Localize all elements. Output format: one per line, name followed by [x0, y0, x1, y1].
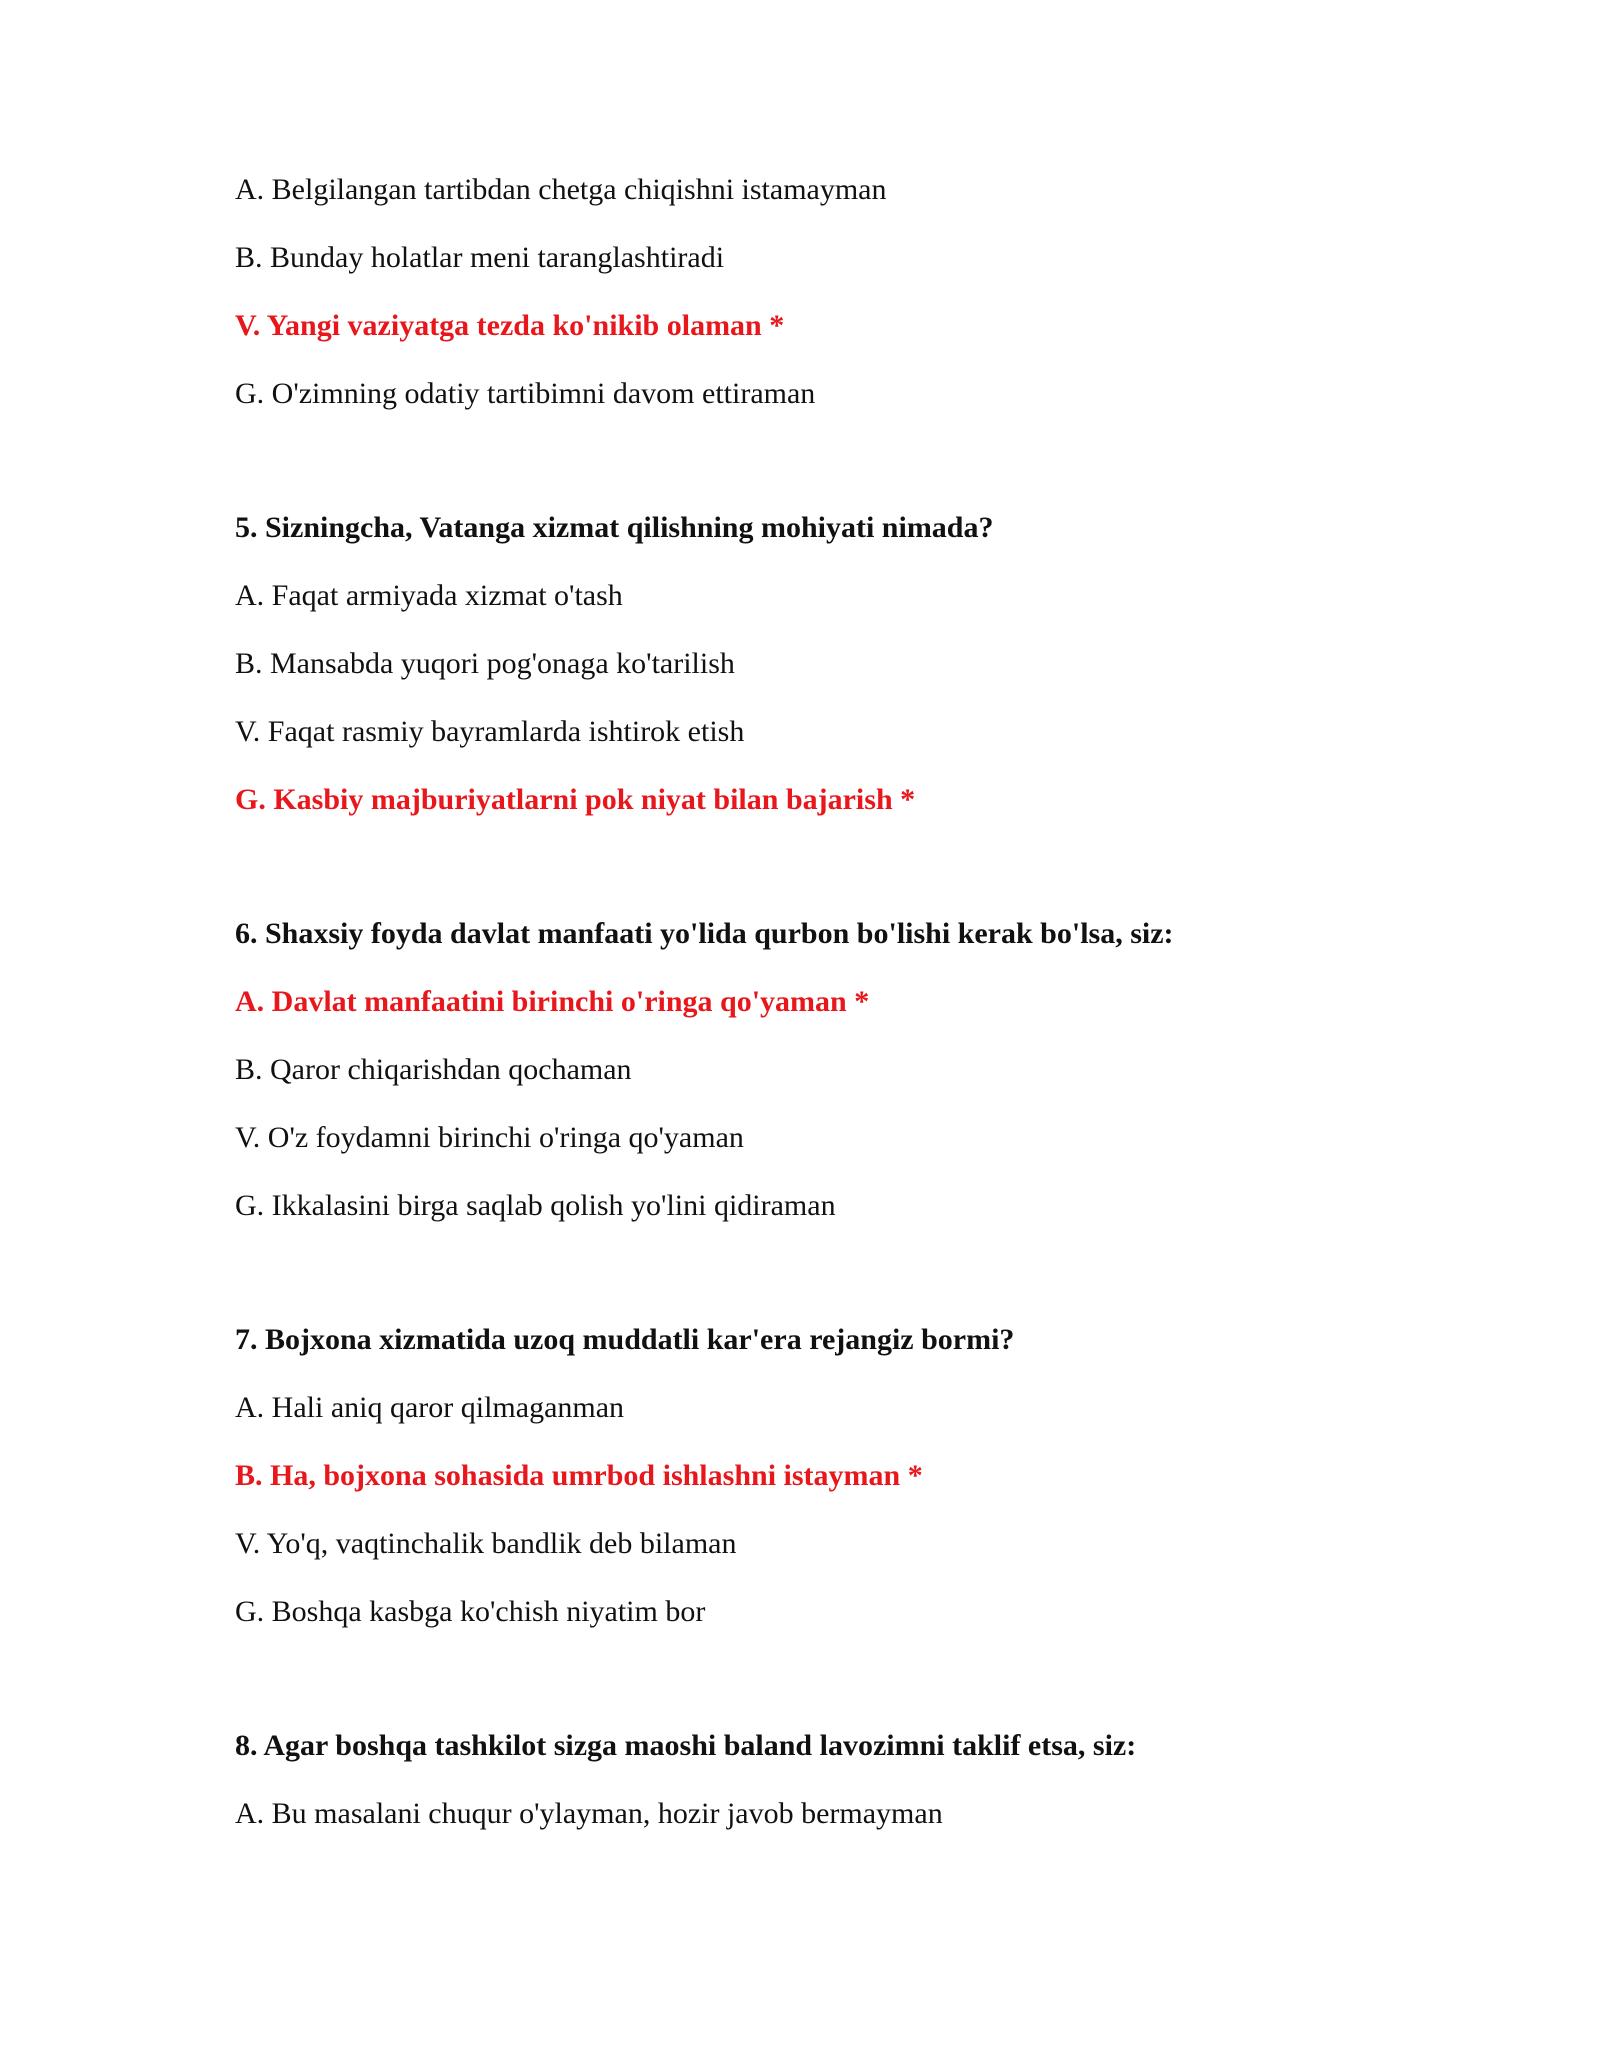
question-block-6 [235, 916, 1435, 1224]
answer-option: A. Faqat armiyada xizmat o'tash [235, 579, 623, 612]
question-title: 8. Agar boshqa tashkilot sizga maoshi baland lavozimni taklif etsa, siz: [235, 1729, 1137, 1762]
question-spacer [235, 1662, 1435, 1728]
question-title: 5. Sizningcha, Vatanga xizmat qilishning mohiyati nimada? [235, 511, 994, 544]
correct-answer-option: V. Yangi vaziyatga tezda ko'nikib olaman * [235, 309, 785, 342]
answer-option: A. Bu masalani chuqur o'ylayman, hozir javob bermayman [235, 1797, 943, 1830]
question-title: 7. Bojxona xizmatida uzoq muddatli kar'era rejangiz bormi? [235, 1323, 1015, 1356]
answer-option: A. Belgilangan tartibdan chetga chiqishni istamayman [235, 173, 887, 206]
question-block-8 [235, 1728, 1435, 1832]
question-spacer [235, 444, 1435, 510]
answer-option: V. O'z foydamni birinchi o'ringa qo'yaman [235, 1121, 744, 1154]
answer-option: B. Mansabda yuqori pog'onaga ko'tarilish [235, 647, 735, 680]
correct-answer-option: A. Davlat manfaatini birinchi o'ringa qo'yaman * [235, 985, 870, 1018]
previous-question-options [235, 172, 1435, 412]
answer-option: G. O'zimning odatiy tartibimni davom ettiraman [235, 377, 816, 410]
question-spacer [235, 1256, 1435, 1322]
question-block-7 [235, 1322, 1435, 1630]
correct-answer-option: G. Kasbiy majburiyatlarni pok niyat bilan bajarish * [235, 783, 916, 816]
quiz-content [235, 172, 1435, 1864]
answer-option: V. Yo'q, vaqtinchalik bandlik deb bilaman [235, 1527, 737, 1560]
answer-option: G. Boshqa kasbga ko'chish niyatim bor [235, 1595, 706, 1628]
answer-option: A. Hali aniq qaror qilmaganman [235, 1391, 625, 1424]
question-spacer [235, 850, 1435, 916]
answer-option: V. Faqat rasmiy bayramlarda ishtirok etish [235, 715, 745, 748]
answer-option: B. Bunday holatlar meni taranglashtiradi [235, 241, 725, 274]
answer-option: G. Ikkalasini birga saqlab qolish yo'lini qidiraman [235, 1189, 836, 1222]
answer-option: B. Qaror chiqarishdan qochaman [235, 1053, 632, 1086]
question-title: 6. Shaxsiy foyda davlat manfaati yo'lida qurbon bo'lishi kerak bo'lsa, siz: [235, 917, 1174, 950]
correct-answer-option: B. Ha, bojxona sohasida umrbod ishlashni istayman * [235, 1459, 923, 1492]
question-block-5 [235, 510, 1435, 818]
